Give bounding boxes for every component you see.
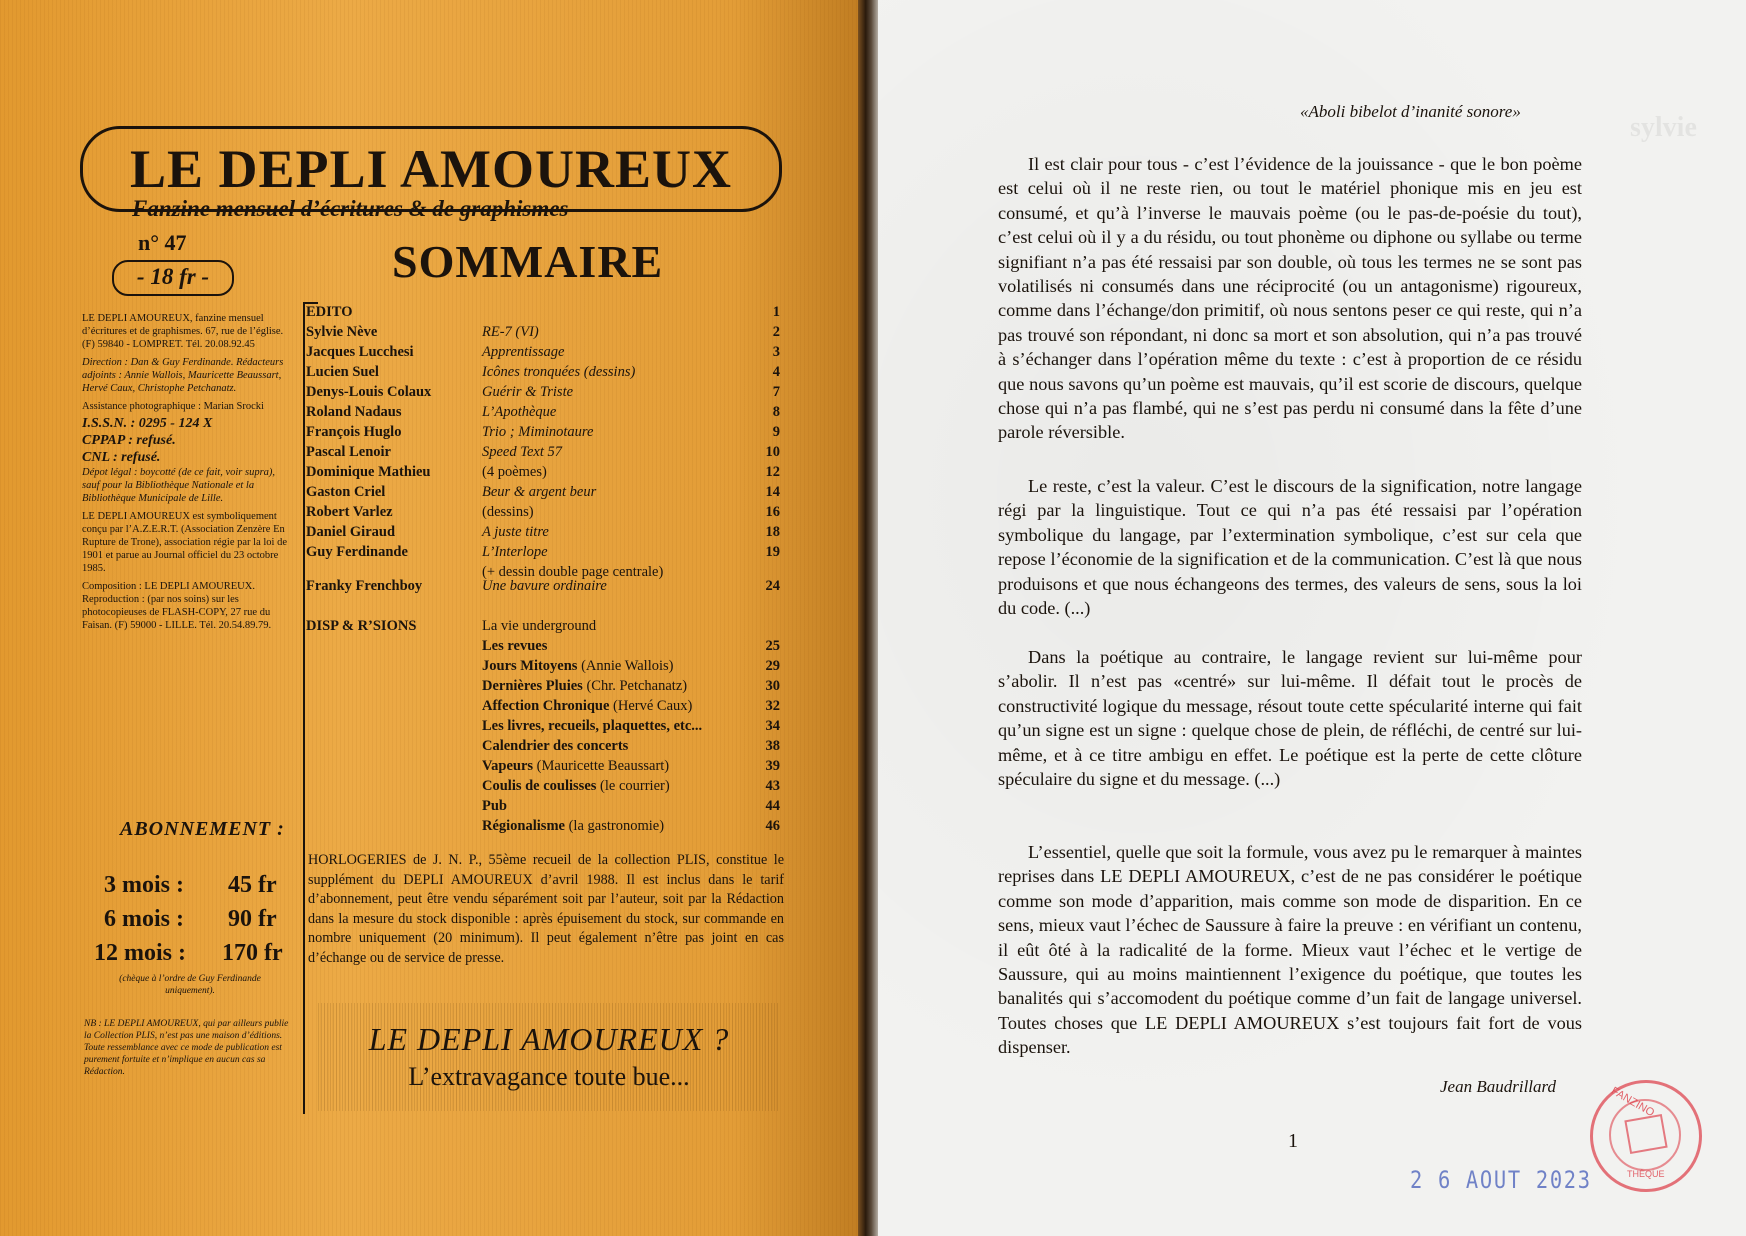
stamp-top-text: FANZINO — [1609, 1085, 1657, 1120]
library-stamp — [1590, 1080, 1702, 1192]
stamp-emblem-icon — [1624, 1114, 1667, 1154]
paragraph-1: Il est clair pour tous - c’est l’évidence de la jouissance - que le bon poème est celui où il ne reste rien, ou tout le matériel phonique mis en jeu est consumé, et qu’à l’inverse le mauvais poème (ou le pas-de-poésie du tout), c’est celui où il y a du résidu, ou tout phonème ou diphone ou syllabe ou terme signifiant n’a pas été ressaisi par son double, où tous les termes ne se sont pas volatilisés ni consumés dans une réciprocité (ou un antagonisme) rigoureux, comme dans l’échange/don primitif, où nous sentons peser ce qui reste, qui n’a pas trouvé son répondant, ni donc sa mort et son absolution, qui n’a pas trouvé à s’échanger dans l’opération même du texte : c’est à proportion de ce résidu que nous savons qu’un poème est mauvais, qu’il est scorie de discours, quelque chose qui n’a pas flambé, qui ne s’est pas perdu ni consumé dans la fête d’une parole réversible. — [998, 154, 1582, 443]
price-badge: - 18 fr - — [112, 260, 234, 296]
paragraph-3: Dans la poétique au contraire, le langage revient sur lui-même pour s’abolir. Il n’est pas «centré» sur lui-même. Il défait tout le procès de constructivité logique du message, résout toute cette spécularité interne qui fait qu’un signe est un signe : quelque chose de plein, de réfléchi, de centré sur lui-même, et à ce titre ambigu en effet. Le poétique est la perte de cette clôture spéculaire du signe et du message. (...) — [998, 647, 1582, 790]
abonnement-price: 90 fr — [228, 906, 277, 932]
magazine-subtitle: Fanzine mensuel d’écritures & de graphismes — [132, 196, 569, 221]
disp-row: DISP & R’SIONS La vie underground — [306, 618, 597, 634]
abonnement-price: 45 fr — [228, 872, 277, 898]
abonnement-row: 12 mois : — [94, 940, 186, 966]
disp-row: Dernières Pluies (Chr. Petchanatz) 30 — [482, 678, 780, 694]
toc-row: Roland Nadaus L’Apothèque 8 — [306, 404, 780, 420]
abonnement-price: 170 fr — [222, 940, 283, 966]
colophon — [82, 312, 294, 637]
toc-row: Guy Ferdinande L’Interlope 19 — [306, 544, 780, 560]
colophon-assistance: Assistance photographique : Marian Srocki — [82, 401, 264, 412]
disp-row: Calendrier des concerts 38 — [482, 738, 780, 754]
disp-row: Les livres, recueils, plaquettes, etc... 34 — [482, 718, 780, 734]
toc-row: Gaston Criel Beur & argent beur 14 — [306, 484, 780, 500]
divider-vertical — [303, 302, 305, 1114]
toc-row: Denys-Louis Colaux Guérir & Triste 7 — [306, 384, 780, 400]
promo-slogan: L’extravagance toute bue... — [408, 1062, 690, 1091]
colophon-direction: Direction : Dan & Guy Ferdinande. Rédacteurs adjoints : Annie Wallois, Mauricette Beaussart, Hervé Caux, Christophe Petchanatz. — [82, 357, 284, 394]
toc-row: Daniel Giraud A juste titre 18 — [306, 524, 780, 540]
toc-row: Robert Varlez (dessins) 16 — [306, 504, 780, 520]
disp-row: Affection Chronique (Hervé Caux) 32 — [482, 698, 780, 714]
magazine-title: LE DEPLI AMOUREUX — [129, 139, 733, 199]
toc-row: Sylvie Nève RE-7 (VI) 2 — [306, 324, 780, 340]
colophon-cnl: CNL : refusé. — [82, 450, 161, 465]
toc-row: Pascal Lenoir Speed Text 57 10 — [306, 444, 780, 460]
toc-row: Jacques Lucchesi Apprentissage 3 — [306, 344, 780, 360]
toc-row: Dominique Mathieu (4 poèmes) 12 — [306, 464, 780, 480]
show-through-text: sylvie — [1630, 112, 1697, 143]
date-stamp: 2 6 AOUT 2023 — [1410, 1166, 1592, 1194]
abonnement-row: 6 mois : — [104, 906, 184, 932]
paragraph-2: Le reste, c’est la valeur. C’est le discours de la signification, notre langage régi par la linguistique. Tout ce qui n’a pas été ressaisi par l’opération symbolique du langage, par l’extermination symbolique, c’est sur cela que repose l’économie de la signification et de la communication. C’est là que nous produisons et que nous échangeons des termes, des valeurs de sens, sous la loi du code. (...) — [998, 476, 1582, 619]
page-number: 1 — [1288, 1130, 1298, 1152]
book-gutter — [858, 0, 880, 1236]
abonnement-heading: ABONNEMENT : — [120, 818, 285, 840]
disp-row: Vapeurs (Mauricette Beaussart) 39 — [482, 758, 780, 774]
author-signature: Jean Baudrillard — [1440, 1077, 1556, 1096]
nb-note: NB : LE DEPLI AMOUREUX, qui par ailleurs publie la Collection PLIS, n’est pas une maison d’éditions. Toute ressemblance avec ce mode de publication est purement fortuite et n’implique en aucun cas sa Rédaction. — [84, 1019, 289, 1077]
issue-number: n° 47 — [138, 230, 187, 255]
toc-row: (+ dessin double page centrale) — [482, 564, 664, 580]
sommaire-heading: SOMMAIRE — [392, 236, 664, 287]
abonnement-row: 3 mois : — [104, 872, 184, 898]
abonnement-note: (chèque à l’ordre de Guy Ferdinande uniquement). — [119, 974, 261, 996]
disp-row: Coulis de coulisses (le courrier) 43 — [482, 778, 780, 794]
toc-row: Franky Frenchboy Une bavure ordinaire 24 — [306, 578, 780, 594]
disp-row: Jours Mitoyens (Annie Wallois) 29 — [482, 658, 780, 674]
disp-row: Régionalisme (la gastronomie) 46 — [482, 818, 780, 834]
colophon-composition: Composition : LE DEPLI AMOUREUX. Reproduction : (par nos soins) sur les photocopieuses de FLASH-COPY, 27 rue du Faisan. (F) 59000 - LILLE. Tél. 20.54.89.79. — [82, 581, 272, 631]
colophon-association: LE DEPLI AMOUREUX est symboliquement conçu par l’A.Z.E.R.T. (Association Zenzère En Rupture de Trone), association régie par la loi de 1901 et parue au Journal officiel du 23 octobre 1985. — [82, 511, 287, 574]
toc-row: Lucien Suel Icônes tronquées (dessins) 4 — [306, 364, 780, 380]
stamp-bottom-text: THÈQUE — [1627, 1169, 1665, 1179]
colophon-issn: I.S.S.N. : 0295 - 124 X — [82, 416, 213, 431]
horlogeries-notice: HORLOGERIES de J. N. P., 55ème recueil de la collection PLIS, constitue le supplément du DEPLI AMOUREUX d’avril 1988. Il est inclus dans le tarif d’abonnement, peut être vendu séparément soit par l’auteur, soit par la Rédaction dans la mesure du stock disponible : après épuisement du stock, sur commande en nombre uniquement (20 minimum). Il peut également n’être pas joint en cas d’échange ou de service de presse. — [308, 852, 784, 966]
colophon-cppap: CPPAP : refusé. — [82, 433, 176, 448]
disp-row: Les revues 25 — [482, 638, 780, 654]
epigraph: «Aboli bibelot d’inanité sonore» — [1300, 102, 1521, 121]
disp-row: Pub 44 — [482, 798, 780, 814]
toc-row: EDITO 1 — [306, 304, 780, 320]
promo-box — [318, 1003, 780, 1111]
paragraph-4: L’essentiel, quelle que soit la formule, vous avez pu le remarquer à maintes reprises dans LE DEPLI AMOUREUX, c’est de ne pas considérer le poétique comme son mode d’apparition, mais comme son mode de disparition. En ce sens, mieux vaut l’échec de Saussure à faire la preuve : en vérifiant un contenu, il eût ôté à la radicalité de la forme. Mieux vaut l’échec et le vertige de Saussure, qui au moins maintiennent l’exigence du poétique, que toutes les banalités qui s’accomodent du poétique comme d’un fait de langage universel. Toutes choses que LE DEPLI AMOUREUX s’est toujours fait fort de vous dispenser. — [998, 842, 1582, 1058]
toc-row: François Huglo Trio ; Miminotaure 9 — [306, 424, 780, 440]
colophon-depot: Dépot légal : boycotté (de ce fait, voir supra), sauf pour la Bibliothèque Nationale et la Bibliothèque Municipale de Lille. — [82, 467, 276, 504]
colophon-address: LE DEPLI AMOUREUX, fanzine mensuel d’écritures et de graphismes. 67, rue de l’église. (F) 59840 - LOMPRET. Tél. 20.08.92.45 — [82, 313, 284, 350]
promo-question: LE DEPLI AMOUREUX ? — [368, 1021, 730, 1057]
